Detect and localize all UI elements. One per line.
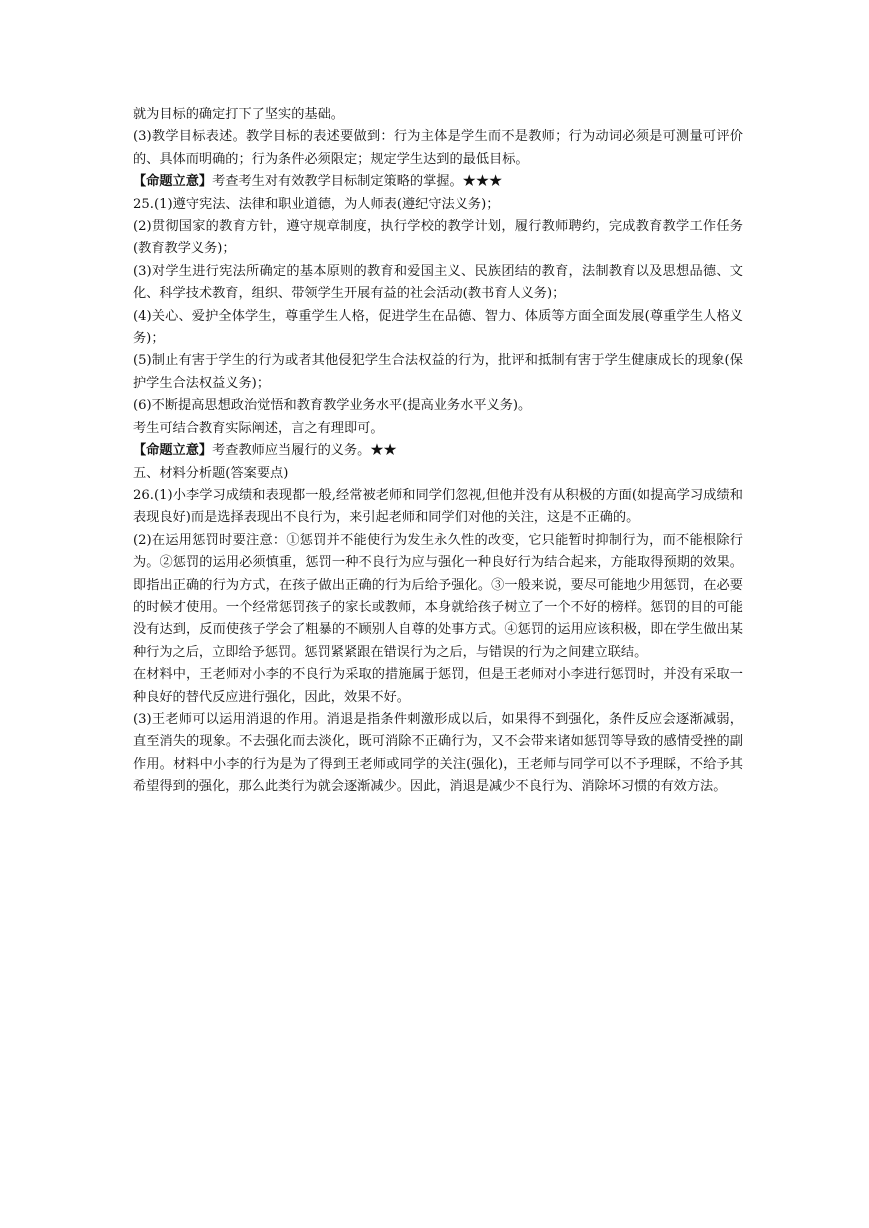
paragraph-intent-25 — [133, 440, 743, 462]
intent-label: 【命题立意】 — [133, 174, 213, 190]
paragraph-intent-24 — [133, 171, 743, 193]
paragraph-q25-note: 考生可结合教育实际阐述，言之有理即可。 — [133, 420, 384, 436]
paragraph-q25-item-2: (2)贯彻国家的教育方针，遵守规章制度，执行学校的教学计划，履行教师聘约，完成教育教学工作任务(教育教学义务)； — [133, 219, 743, 257]
document-body — [133, 104, 743, 799]
intent-text: 考查考生对有效教学目标制定策略的掌握。★★★ — [212, 174, 503, 190]
paragraph-q26-part-1: 26.(1)小李学习成绩和表现都一般,经常被老师和同学们忽视,但他并没有从积极的方面(如提高学习成绩和表现良好)而是选择表现出不良行为，来引起老师和同学们对他的关注，这是不正确的。 — [133, 487, 743, 526]
intent-label: 【命题立意】 — [133, 443, 213, 459]
paragraph-goal-foundation: 就为目标的确定打下了坚实的基础。 — [133, 107, 344, 122]
paragraph-q26-material: 在材料中，王老师对小李的不良行为采取的措施属于惩罚，但是王老师对小李进行惩罚时，并没有采取一种良好的替代反应进行强化，因此，效果不好。 — [133, 667, 743, 705]
paragraph-goal-statement: (3)教学目标表述。教学目标的表述要做到：行为主体是学生而不是教师；行为动词必须是可测量可评价的、具体而明确的；行为条件必须限定；规定学生达到的最低目标。 — [133, 129, 743, 167]
paragraph-q25-item-5: (5)制止有害于学生的行为或者其他侵犯学生合法权益的行为，批评和抵制有害于学生健康成长的现象(保护学生合法权益义务)； — [133, 353, 743, 391]
section-heading-material-analysis: 五、材料分析题(答案要点) — [133, 465, 289, 481]
paragraph-q25-item-4: (4)关心、爱护全体学生，尊重学生人格，促进学生在品德、智力、体质等方面全面发展(尊重学生人格义务)； — [133, 308, 743, 347]
paragraph-q26-part-3: (3)王老师可以运用消退的作用。消退是指条件刺激形成以后，如果得不到强化，条件反应会逐渐减弱，直至消失的现象。不去强化而去淡化，既可消除不正确行为，又不会带来诸如惩罚等导致的感情受挫的副作用。材料中小李的行为是为了得到王老师或同学的关注(强化)，王老师与同学可以不予理睬，不给予其希望得到的强化，那么此类行为就会逐渐减少。因此，消退是减少不良行为、消除坏习惯的有效方法。 — [133, 711, 743, 795]
paragraph-q25-item-6: (6)不断提高思想政治觉悟和教育教学业务水平(提高业务水平义务)。 — [133, 398, 532, 414]
paragraph-q25-item-1: 25.(1)遵守宪法、法律和职业道德，为人师表(遵纪守法义务)； — [133, 196, 500, 212]
paragraph-q25-item-3: (3)对学生进行宪法所确定的基本原则的教育和爱国主义、民族团结的教育，法制教育以及思想品德、文化、科学技术教育，组织、带领学生开展有益的社会活动(教书育人义务)； — [133, 263, 743, 302]
paragraph-q26-part-2: (2)在运用惩罚时要注意：①惩罚并不能使行为发生永久性的改变，它只能暂时抑制行为，而不能根除行为。②惩罚的运用必须慎重，惩罚一种不良行为应与强化一种良好行为结合起来，方能取得预期的效果。即指出正确的行为方式，在孩子做出正确的行为后给予强化。③一般来说，要尽可能地少用惩罚，在必要的时候才使用。一个经常惩罚孩子的家长或教师，本身就给孩子树立了一个不好的榜样。惩罚的目的可能没有达到，反而使孩子学会了粗暴的不顾别人自尊的处事方式。④惩罚的运用应该积极，即在学生做出某种行为之后，立即给予惩罚。惩罚紧紧跟在错误行为之后，与错误的行为之间建立联结。 — [133, 532, 743, 660]
intent-text: 考查教师应当履行的义务。★★ — [212, 443, 397, 459]
